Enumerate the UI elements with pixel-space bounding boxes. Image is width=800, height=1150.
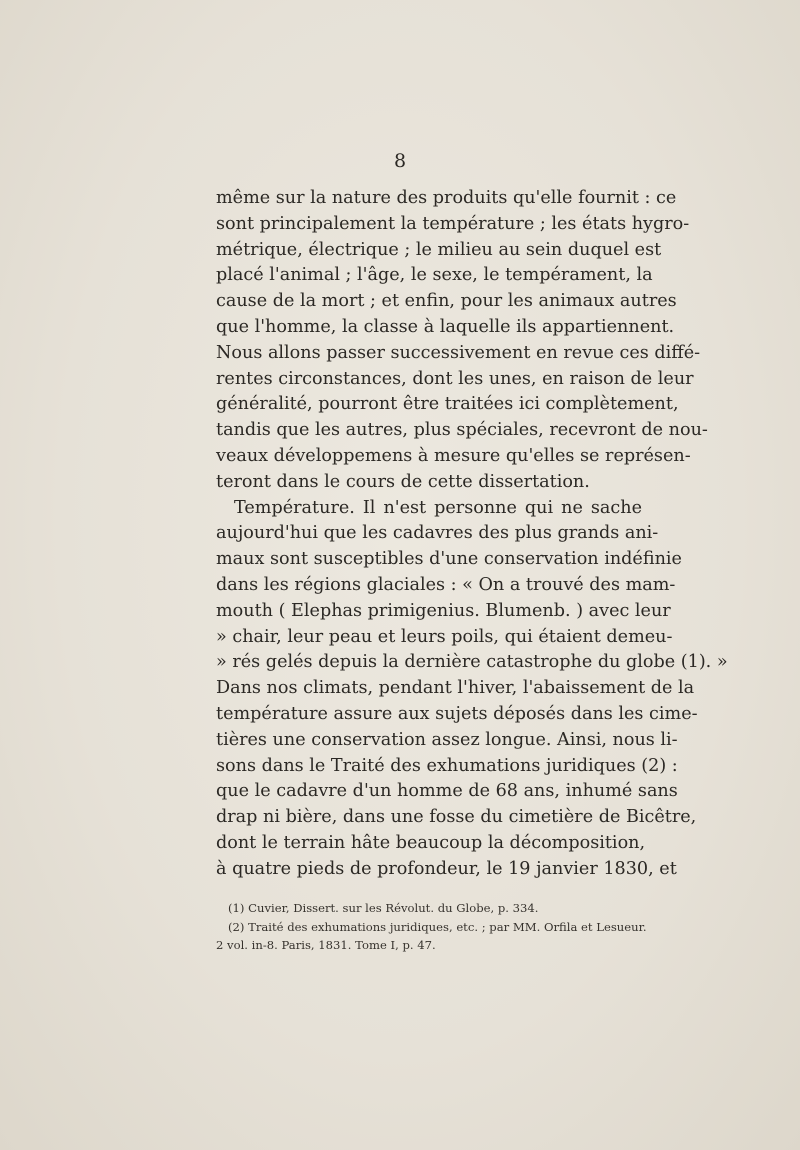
body-line-18: » chair, leur peau et leurs poils, qui étaient demeu-: [216, 626, 673, 647]
body-line-7: Nous allons passer successivement en revue ces diffé-: [216, 342, 701, 363]
body-line-1: même sur la nature des produits qu'elle fournit : ce: [216, 188, 677, 208]
page-number: 8: [393, 150, 407, 172]
body-line-23: sons dans le Traité des exhumations juridiques (2) :: [216, 755, 678, 776]
body-line-9: généralité, pourront être traitées ici complètement,: [216, 394, 679, 415]
body-text: [216, 186, 728, 883]
body-line-16: dans les régions glaciales : « On a trouvé des mam-: [216, 574, 676, 595]
body-line-5: cause de la mort ; et enfin, pour les animaux autres: [216, 291, 677, 312]
body-line-8: rentes circonstances, dont les unes, en raison de leur: [216, 368, 694, 389]
body-line-22: tières une conservation assez longue. Ainsi, nous li-: [216, 729, 678, 750]
body-line-6: que l'homme, la classe à laquelle ils appartiennent.: [216, 316, 675, 337]
body-line-11: veaux développemens à mesure qu'elles se représen-: [216, 445, 691, 466]
footnote-2-continued: 2 vol. in-8. Paris, 1831. Tome I, p. 47.: [216, 938, 436, 953]
body-line-10: tandis que les autres, plus spéciales, recevront de nou-: [216, 420, 708, 441]
body-line-19: » rés gelés depuis la dernière catastrophe du globe (1). »: [216, 652, 728, 673]
body-line-26: dont le terrain hâte beaucoup la décomposition,: [216, 832, 646, 853]
body-line-21: température assure aux sujets déposés dans les cime-: [216, 703, 698, 724]
body-line-14: aujourd'hui que les cadavres des plus grands ani-: [216, 523, 659, 544]
body-line-2: sont principalement la température ; les états hygro-: [216, 213, 690, 234]
body-line-24: que le cadavre d'un homme de 68 ans, inhumé sans: [216, 781, 678, 802]
footnotes: [216, 899, 647, 955]
footnote-2: (2) Traité des exhumations juridiques, etc. ; par MM. Orfila et Lesueur.: [228, 919, 647, 934]
body-line-27: à quatre pieds de profondeur, le 19 janvier 1830, et: [216, 858, 677, 879]
body-line-13: Température. Il n'est personne qui ne sache: [234, 497, 642, 518]
body-line-12: teront dans le cours de cette dissertation.: [216, 471, 590, 492]
body-line-15: maux sont susceptibles d'une conservation indéfinie: [216, 549, 682, 570]
body-line-20: Dans nos climats, pendant l'hiver, l'abaissement de la: [216, 678, 695, 699]
body-line-17: mouth ( Elephas primigenius. Blumenb. ) avec leur: [216, 600, 671, 621]
footnote-1: (1) Cuvier, Dissert. sur les Révolut. du Globe, p. 334.: [228, 901, 539, 915]
body-line-3: métrique, électrique ; le milieu au sein duquel est: [216, 239, 662, 260]
body-line-4: placé l'animal ; l'âge, le sexe, le tempérament, la: [216, 265, 653, 286]
body-line-25: drap ni bière, dans une fosse du cimetière de Bicêtre,: [216, 807, 697, 828]
